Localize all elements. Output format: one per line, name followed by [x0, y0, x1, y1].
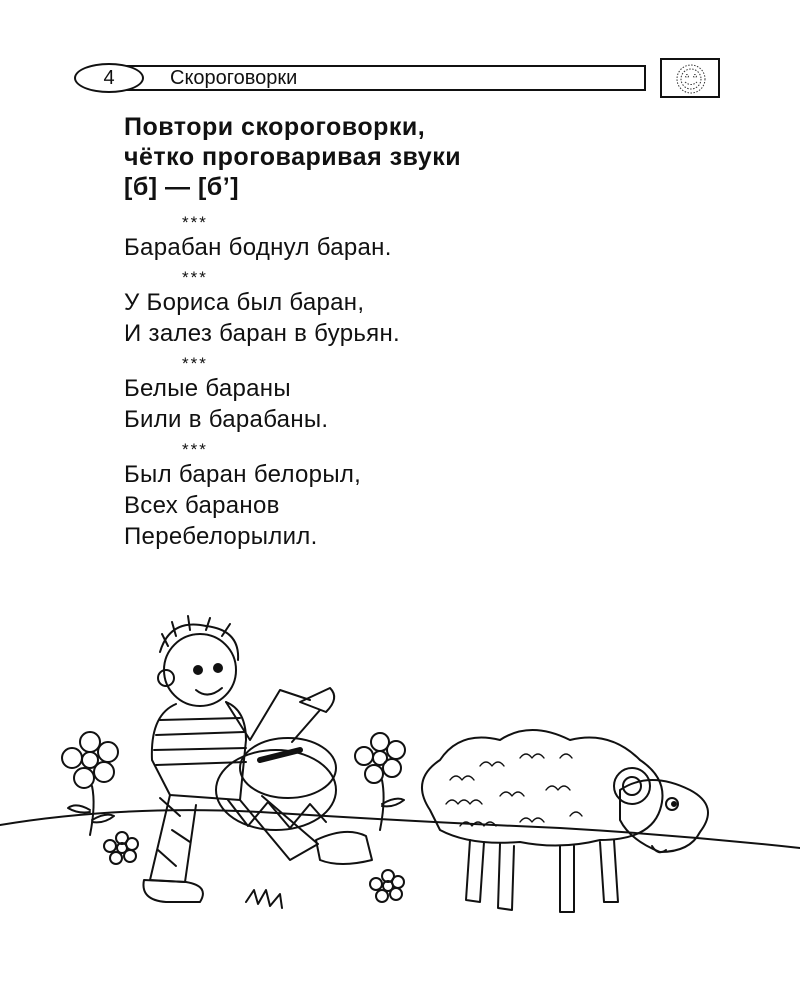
page-number: 4: [74, 63, 144, 93]
verse-separator: ***: [182, 268, 208, 287]
flower-icon: [104, 832, 138, 864]
instruction-line: [б] — [б’]: [124, 173, 240, 201]
grass-icon: [246, 890, 282, 908]
ground-line: [0, 810, 800, 848]
boy-with-drum-icon: [143, 616, 372, 902]
instruction-line: Повтори скороговорки,: [124, 113, 426, 141]
verse-line: И залез баран в бурьян.: [124, 320, 400, 347]
verse-line: Всех баранов: [124, 492, 280, 519]
verse-line: Был баран белорыл,: [124, 461, 362, 488]
smiling-sun-icon: [671, 61, 711, 97]
flower-icon: [355, 733, 405, 830]
verse-3: [124, 373, 684, 435]
section-title: Скороговорки: [170, 67, 298, 89]
sheep-icon: [422, 730, 708, 912]
page-content: [124, 112, 684, 558]
instruction-heading: [124, 112, 684, 202]
flower-icon: [370, 870, 404, 902]
emblem-box: [660, 58, 720, 98]
verse-line: Белые бараны: [124, 375, 291, 402]
verse-line: У Бориса был баран,: [124, 289, 365, 316]
verse-4: [124, 459, 684, 552]
verse-line: Барабан боднул баран.: [124, 234, 392, 261]
verse-2: [124, 287, 684, 349]
flower-icon: [62, 732, 118, 835]
verse-line: Перебелорылил.: [124, 523, 318, 550]
illustration: [0, 590, 800, 950]
verse-separator: ***: [182, 440, 208, 459]
verse-line: Били в барабаны.: [124, 406, 329, 433]
verse-separator: ***: [182, 354, 208, 373]
verse-separator: ***: [182, 213, 208, 232]
instruction-line: чётко проговаривая звуки: [124, 143, 462, 171]
verse-1: [124, 232, 684, 263]
page-header: [74, 58, 720, 98]
